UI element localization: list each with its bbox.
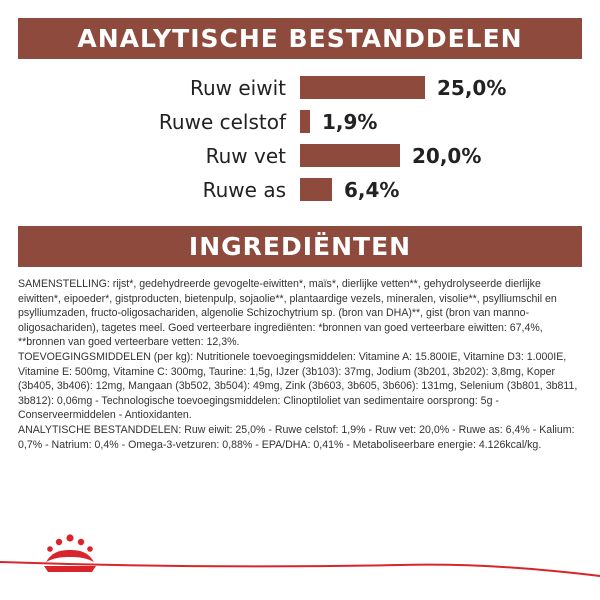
nutrient-value: 20,0% xyxy=(412,144,482,168)
nutrient-value: 25,0% xyxy=(437,76,507,100)
additives-paragraph: TOEVOEGINGSMIDDELEN (per kg): Nutritionele toevoegingsmiddelen: Vitamine A: 15.800IE, Vitamine D3: 1.000IE, Vitamine E: 500mg, Vitamine C: 300mg, Taurine: 1,5g, IJzer (3b103): 37mg, Jodium (3b201, 3b202): 3,8mg, Koper (3b405, 3b406): 12mg, Mangaan (3b502, 3b504): 49mg, Zink (3b603, 3b605, 3b606): 131mg, Selenium (3b801, 3b811, 3b812): 0,06mg - Technologische toevoegingsmiddelen: Clinoptiloliet van sedimentaire oorsprong: 5g - Conserveermiddelen - Antioxidanten. xyxy=(18,350,578,422)
nutrient-label: Ruw eiwit xyxy=(189,76,286,100)
nutrient-label: Ruwe celstof xyxy=(158,110,286,134)
nutrient-row xyxy=(0,176,600,204)
nutrient-row xyxy=(0,142,600,170)
ingredients-heading xyxy=(18,226,582,267)
nutrient-bar xyxy=(300,144,400,167)
royal-canin-crown-logo xyxy=(40,532,100,584)
nutrient-bar xyxy=(300,178,332,201)
composition-paragraph: SAMENSTELLING: rijst*, gedehydreerde gevogelte-eiwitten*, maïs*, dierlijke vetten**, gehydrolyseerde dierlijke eiwitten*, eipoeder*, gistproducten, bietenpulp, sojaolie**, plantaardige vezels, mineralen, visolie**, psylliumschil en psylliumzaden, fructo-oligosachariden, algenolie Schizochytrium sp. (bron van DHA)**, gist (bron van manno-oligosachariden), tagetes meel. Goed verteerbare ingrediënten: *bronnen van goed verteerbare eiwitten: 67,4%, **bronnen van goed verteerbare vetten: 12,3%. xyxy=(18,278,557,349)
analysis-heading-text: ANALYTISCHE BESTANDDELEN xyxy=(77,24,523,53)
nutrient-bar xyxy=(300,110,310,133)
ingredients-text-block xyxy=(18,277,578,452)
analysis-paragraph: ANALYTISCHE BESTANDDELEN: Ruw eiwit: 25,0% - Ruwe celstof: 1,9% - Ruw vet: 20,0% - Ruwe as: 6,4% - Kalium: 0,7% - Natrium: 0,4% - Omega-3-vetzuren: 0,88% - EPA/DHA: 0,41% - Metaboliseerbare energie: 4.126kcal/kg. xyxy=(18,423,575,451)
nutrient-row xyxy=(0,108,600,136)
nutrient-label: Ruw vet xyxy=(205,144,286,168)
analysis-heading xyxy=(18,18,582,59)
nutrient-label: Ruwe as xyxy=(202,178,286,202)
nutrient-value: 6,4% xyxy=(344,178,400,202)
nutrient-value: 1,9% xyxy=(322,110,378,134)
nutrient-bar xyxy=(300,76,425,99)
ingredients-heading-text: INGREDIËNTEN xyxy=(188,232,412,261)
nutrient-row xyxy=(0,74,600,102)
